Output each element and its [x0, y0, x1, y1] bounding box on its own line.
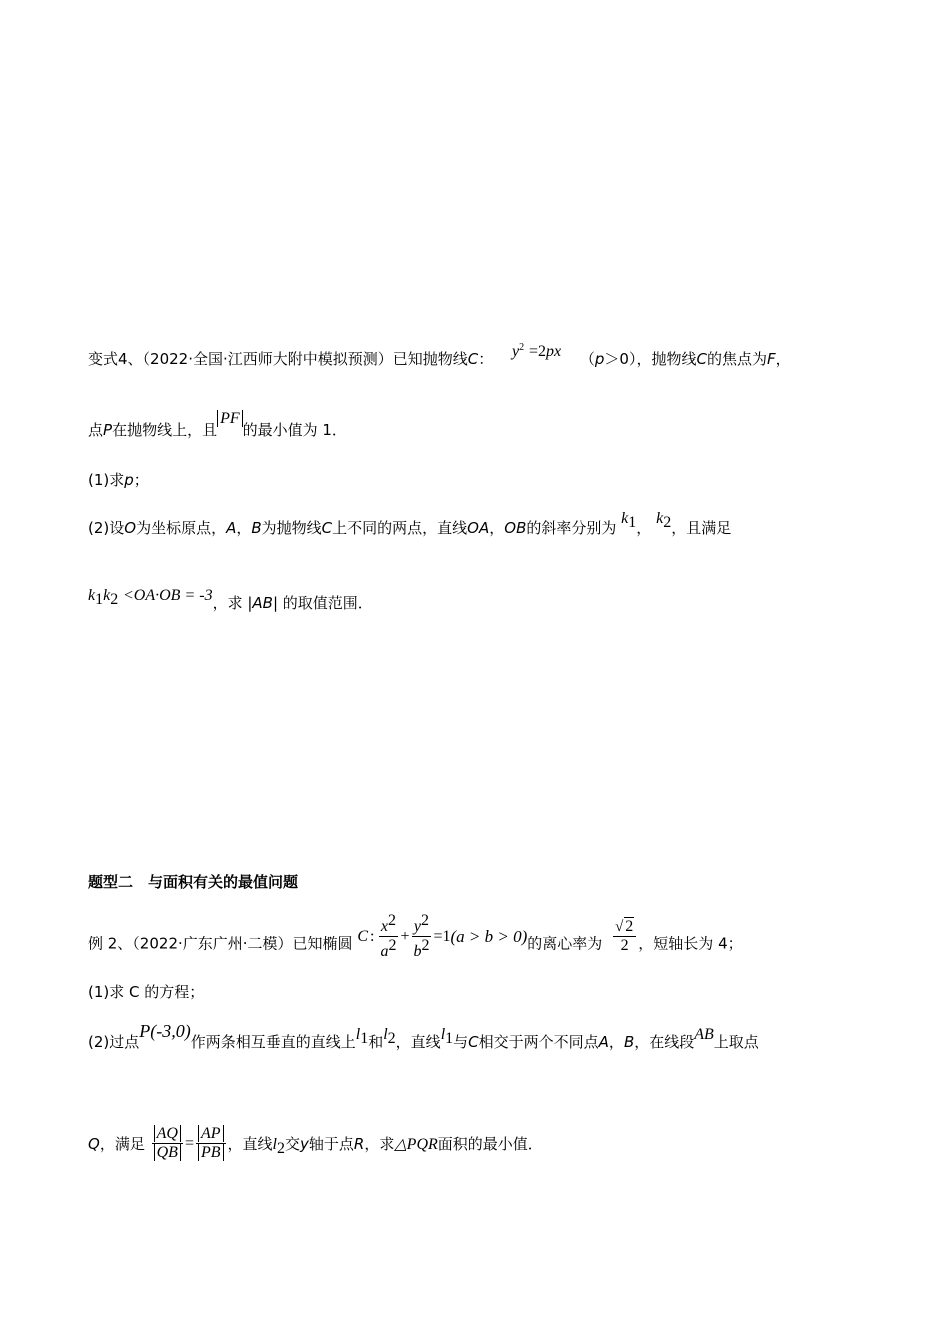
text: ，	[775, 350, 791, 368]
l-letter: l	[355, 1026, 361, 1043]
variant4-line1	[88, 342, 791, 370]
k2	[656, 509, 672, 531]
y: y	[413, 918, 422, 935]
l2	[272, 1135, 285, 1157]
k-letter: k	[621, 510, 629, 527]
sq: 2	[388, 937, 397, 954]
l-letter: l	[383, 1026, 388, 1043]
var-C: C	[321, 519, 333, 537]
text: ，短轴长为 4；	[638, 934, 743, 953]
example2-q1: (1)求 C 的方程；	[88, 983, 205, 1001]
variant4-condition	[88, 587, 373, 618]
text: 为抛物线	[261, 519, 322, 537]
text: 的斜率分别为	[526, 519, 617, 537]
text: (2)设	[88, 519, 125, 537]
ecc-den: 2	[620, 937, 629, 954]
sqrt-2: 2	[625, 918, 634, 935]
k-letter: k	[103, 587, 111, 604]
var-R: R	[353, 1135, 365, 1153]
text: 上取点	[713, 1033, 759, 1051]
text: (1)求	[88, 471, 125, 489]
text: 的焦点为	[706, 350, 767, 368]
abs-AQ: AQ	[154, 1125, 181, 1142]
ellipse-equation	[357, 912, 527, 961]
abs-PB: PB	[198, 1144, 224, 1161]
text: 面积的最小值．	[437, 1135, 543, 1153]
k1k2-expression	[88, 586, 213, 608]
text: ，	[236, 519, 252, 537]
example2-q2	[88, 1021, 759, 1057]
sq: 2	[387, 912, 396, 929]
text: 在抛物线上，且	[112, 421, 218, 439]
var-C: C	[468, 1033, 479, 1051]
var-O: O	[124, 519, 137, 537]
text: 相交于两个不同点	[478, 1033, 599, 1051]
variant4-q1	[88, 470, 149, 490]
point-P: P(-3,0)	[139, 1021, 191, 1041]
b: b	[413, 943, 422, 960]
var-C: C	[696, 350, 707, 368]
text: ，在线段	[634, 1033, 695, 1051]
text: （	[579, 350, 595, 368]
l1	[440, 1025, 454, 1047]
k2-sub: 2	[110, 591, 119, 608]
ratio-equation	[150, 1125, 228, 1162]
k2-sub: 2	[663, 514, 672, 531]
frac-y2-b2	[411, 912, 431, 961]
sq: 2	[421, 937, 430, 954]
frac-AP-PB	[196, 1125, 226, 1162]
variant4-q2	[88, 510, 732, 543]
text: ，且满足	[671, 519, 732, 537]
text: | 的取值范围．	[272, 594, 373, 612]
text: 交	[284, 1135, 300, 1153]
var-B: B	[623, 1033, 635, 1051]
eq-y: y	[512, 343, 520, 360]
text: 的离心率为	[527, 934, 603, 953]
var-F: F	[766, 350, 776, 368]
l-letter: l	[440, 1026, 446, 1043]
abs-QB: QB	[154, 1144, 181, 1161]
var-C: C	[467, 350, 479, 368]
segment-AB: AB	[694, 1026, 714, 1043]
x: x	[380, 918, 388, 935]
k1	[621, 509, 637, 531]
text: ，求	[364, 1135, 395, 1153]
var-B: B	[251, 519, 262, 537]
k1-sub: 1	[95, 591, 104, 608]
variant4-line2	[88, 410, 347, 441]
text: ，求 |	[212, 594, 253, 612]
var-p: p	[594, 350, 605, 368]
l1-sub: 1	[445, 1030, 454, 1047]
l2-sub: 2	[276, 1140, 285, 1157]
text: ，	[608, 1033, 624, 1051]
ell-cond: (a > b > 0)	[450, 926, 528, 946]
frac-AQ-QB	[152, 1125, 183, 1162]
text: 变式4、（2022·全国·江西师大附中模拟预测）已知抛物线	[88, 350, 468, 368]
eq-px: px	[545, 343, 562, 360]
abs-AP: AP	[198, 1125, 224, 1142]
text: 为坐标原点，	[136, 519, 227, 537]
text: ，直线	[227, 1135, 273, 1153]
equals-one: =1	[433, 927, 451, 945]
equals: =	[184, 1134, 194, 1152]
text: 点	[88, 421, 104, 439]
ell-C: C	[357, 927, 368, 945]
a: a	[380, 943, 389, 960]
l-letter: l	[272, 1136, 277, 1153]
plus: +	[400, 927, 410, 945]
abs-PF: PF	[217, 410, 243, 427]
text: 例 2、（2022·广东广州·二模）已知椭圆	[88, 934, 353, 953]
k-letter: k	[656, 510, 664, 527]
eq-rhs: =2	[528, 343, 546, 360]
text: (2)过点	[88, 1033, 140, 1051]
text: 作两条相互垂直的直线上	[190, 1033, 356, 1051]
section-title: 题型二 与面积有关的最值问题	[88, 873, 299, 891]
text: 上不同的两点，直线	[332, 519, 468, 537]
cond-expr: <OA·OB = -3	[123, 587, 213, 604]
var-OB: OB	[504, 519, 527, 537]
k1-sub: 1	[628, 514, 637, 531]
text: ，	[636, 519, 652, 537]
text: ＞0），抛物线	[604, 350, 697, 368]
text: ：	[478, 350, 494, 368]
var-OA: OA	[467, 519, 490, 537]
text: ，	[489, 519, 505, 537]
text: ，直线	[395, 1033, 441, 1051]
text: 的最小值为 1．	[242, 421, 347, 439]
text: 和	[368, 1033, 384, 1051]
frac-x2-a2	[378, 912, 398, 961]
text: ，满足	[99, 1135, 145, 1153]
parabola-equation	[512, 342, 566, 360]
l2-sub: 2	[387, 1030, 396, 1047]
sq: 2	[421, 912, 430, 929]
var-y: y	[300, 1135, 309, 1153]
example2-line1	[88, 912, 743, 969]
l1	[355, 1025, 369, 1047]
var-A: A	[598, 1033, 609, 1051]
k-letter: k	[88, 587, 96, 604]
text: 与	[453, 1033, 469, 1051]
text: ；	[133, 471, 149, 489]
var-AB: AB	[252, 594, 273, 612]
l2	[383, 1025, 396, 1047]
text: 轴于点	[308, 1135, 354, 1153]
eccentricity-fraction: $\frac{√ 2}{2}$	[613, 917, 636, 955]
var-A: A	[226, 519, 237, 537]
var-Q: Q	[88, 1135, 100, 1153]
var-P: P	[103, 421, 113, 439]
var-p: p	[124, 471, 134, 489]
triangle-PQR: △PQR	[394, 1136, 438, 1153]
eq-exp: 2	[519, 342, 525, 353]
l1-sub: 1	[360, 1030, 369, 1047]
example2-q2-line2	[88, 1125, 543, 1173]
ell-colon: :	[369, 927, 375, 945]
